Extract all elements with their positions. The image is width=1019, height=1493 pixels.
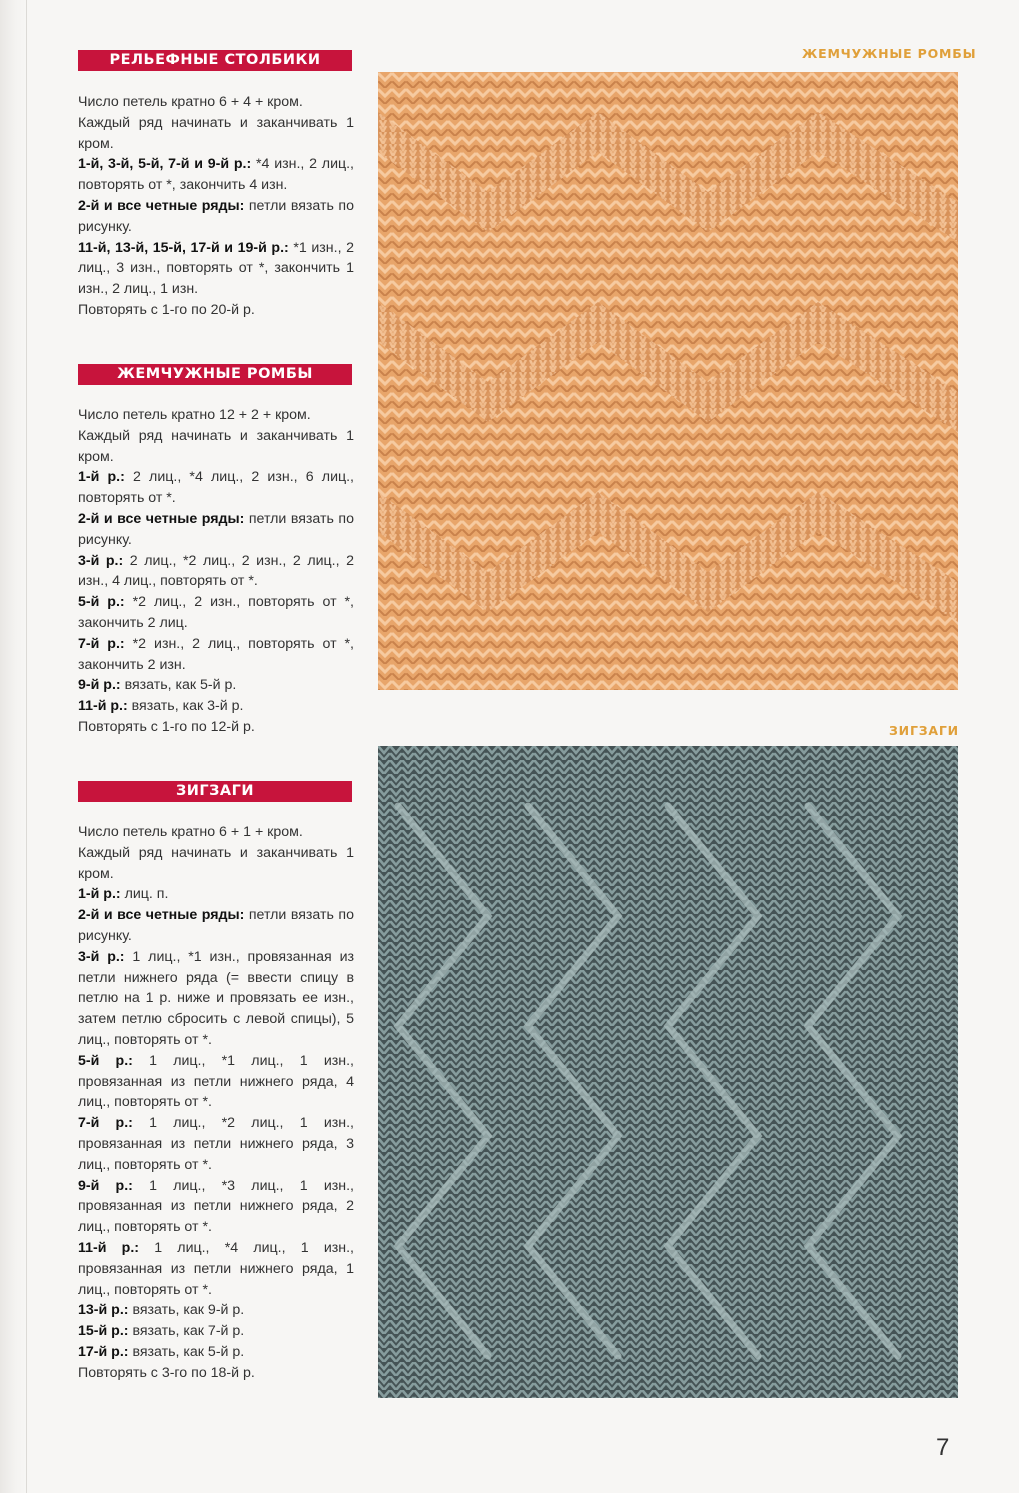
instruction-line: 2-й и все четные ряды: петли вязать по рисунку. xyxy=(78,197,354,235)
instruction-line: 2-й и все четные ряды: петли вязать по рисунку. xyxy=(78,907,354,944)
instruction-line: 11-й р.: 1 лиц., *4 лиц., 1 изн., провязанная из петли нижнего ряда, 1 лиц., повторять от *. xyxy=(78,1239,354,1298)
instruction-line: 9-й р.: 1 лиц., *3 лиц., 1 изн., провязанная из петли нижнего ряда, 2 лиц., повторять от *. xyxy=(78,1177,354,1236)
instruction-line: 3-й р.: 1 лиц., *1 изн., провязанная из петли нижнего ряда (= ввести спицу в петлю на 1 р. ниже и провязать ее изн., затем петлю сбросить с левой спицы), 5 лиц., повторять от *. xyxy=(78,948,354,1048)
instruction-line: Число петель кратно 12 + 2 + кром. xyxy=(78,407,311,423)
section-title-zigzags: ЗИГЗАГИ xyxy=(78,781,352,802)
knit-swatch-photo-zigzags xyxy=(378,746,958,1398)
knit-swatch-photo-pearl-diamonds xyxy=(378,72,958,690)
instruction-line: 9-й р.: вязать, как 5-й р. xyxy=(78,677,237,694)
instruction-line: 11-й, 13-й, 15-й, 17-й и 19-й р.: *1 изн., 2 лиц., 3 изн., повторять от *, закончить 1 изн., 2 лиц., 1 изн. xyxy=(78,239,354,298)
section-title-pearl-diamonds: ЖЕМЧУЖНЫЕ РОМБЫ xyxy=(78,364,352,385)
instruction-line: 2-й и все четные ряды: петли вязать по рисунку. xyxy=(78,510,354,548)
section-title-relief-columns: РЕЛЬЕФНЫЕ СТОЛБИКИ xyxy=(78,50,352,71)
instruction-line: Число петель кратно 6 + 4 + кром. xyxy=(78,94,303,110)
page-number: 7 xyxy=(936,1434,950,1461)
instruction-line: Каждый ряд начинать и заканчивать 1 кром. xyxy=(78,114,354,152)
instruction-line: Число петель кратно 6 + 1 + кром. xyxy=(78,824,303,840)
pattern-instructions-pearl-diamonds xyxy=(78,405,354,738)
instruction-line: 5-й р.: *2 лиц., 2 изн., повторять от *, закончить 2 лиц. xyxy=(78,594,354,631)
instruction-line: 1-й р.: 2 лиц., *4 лиц., 2 изн., 6 лиц., повторять от *. xyxy=(78,469,354,507)
page-binding-edge xyxy=(0,0,27,1493)
instruction-line: 5-й р.: 1 лиц., *1 лиц., 1 изн., провязанная из петли нижнего ряда, 4 лиц., повторять от *. xyxy=(78,1052,354,1111)
instruction-line: Повторять с 1-го по 20-й р. xyxy=(78,301,255,318)
instruction-line: 1-й, 3-й, 5-й, 7-й и 9-й р.: *4 изн., 2 лиц., повторять от *, закончить 4 изн. xyxy=(78,156,355,194)
instruction-line: 13-й р.: вязать, как 9-й р. xyxy=(78,1302,245,1319)
photo-caption-zigzags: ЗИГЗАГИ xyxy=(889,723,959,738)
instruction-line: 7-й р.: 1 лиц., *2 лиц., 1 изн., провязанная из петли нижнего ряда, 3 лиц., повторять от *. xyxy=(78,1115,354,1173)
instruction-line: 17-й р.: вязать, как 5-й р. xyxy=(78,1343,245,1360)
instruction-line: 7-й р.: *2 изн., 2 лиц., повторять от *, закончить 2 изн. xyxy=(78,635,354,673)
pattern-instructions-zigzags xyxy=(78,822,354,1384)
instruction-line: Каждый ряд начинать и заканчивать 1 кром. xyxy=(78,427,354,465)
instruction-line: Каждый ряд начинать и заканчивать 1 кром. xyxy=(78,844,354,882)
instruction-line: Повторять с 1-го по 12-й р. xyxy=(78,718,255,735)
photo-caption-pearl-diamonds: ЖЕМЧУЖНЫЕ РОМБЫ xyxy=(802,46,977,61)
instruction-line: Повторять с 3-го по 18-й р. xyxy=(78,1364,255,1381)
instruction-line: 1-й р.: лиц. п. xyxy=(78,886,169,903)
pattern-instructions-relief-columns xyxy=(78,92,354,321)
instruction-line: 15-й р.: вязать, как 7-й р. xyxy=(78,1323,245,1340)
instruction-line: 11-й р.: вязать, как 3-й р. xyxy=(78,698,244,715)
instruction-line: 3-й р.: 2 лиц., *2 лиц., 2 изн., 2 лиц., 2 изн., 4 лиц., повторять от *. xyxy=(78,552,354,590)
